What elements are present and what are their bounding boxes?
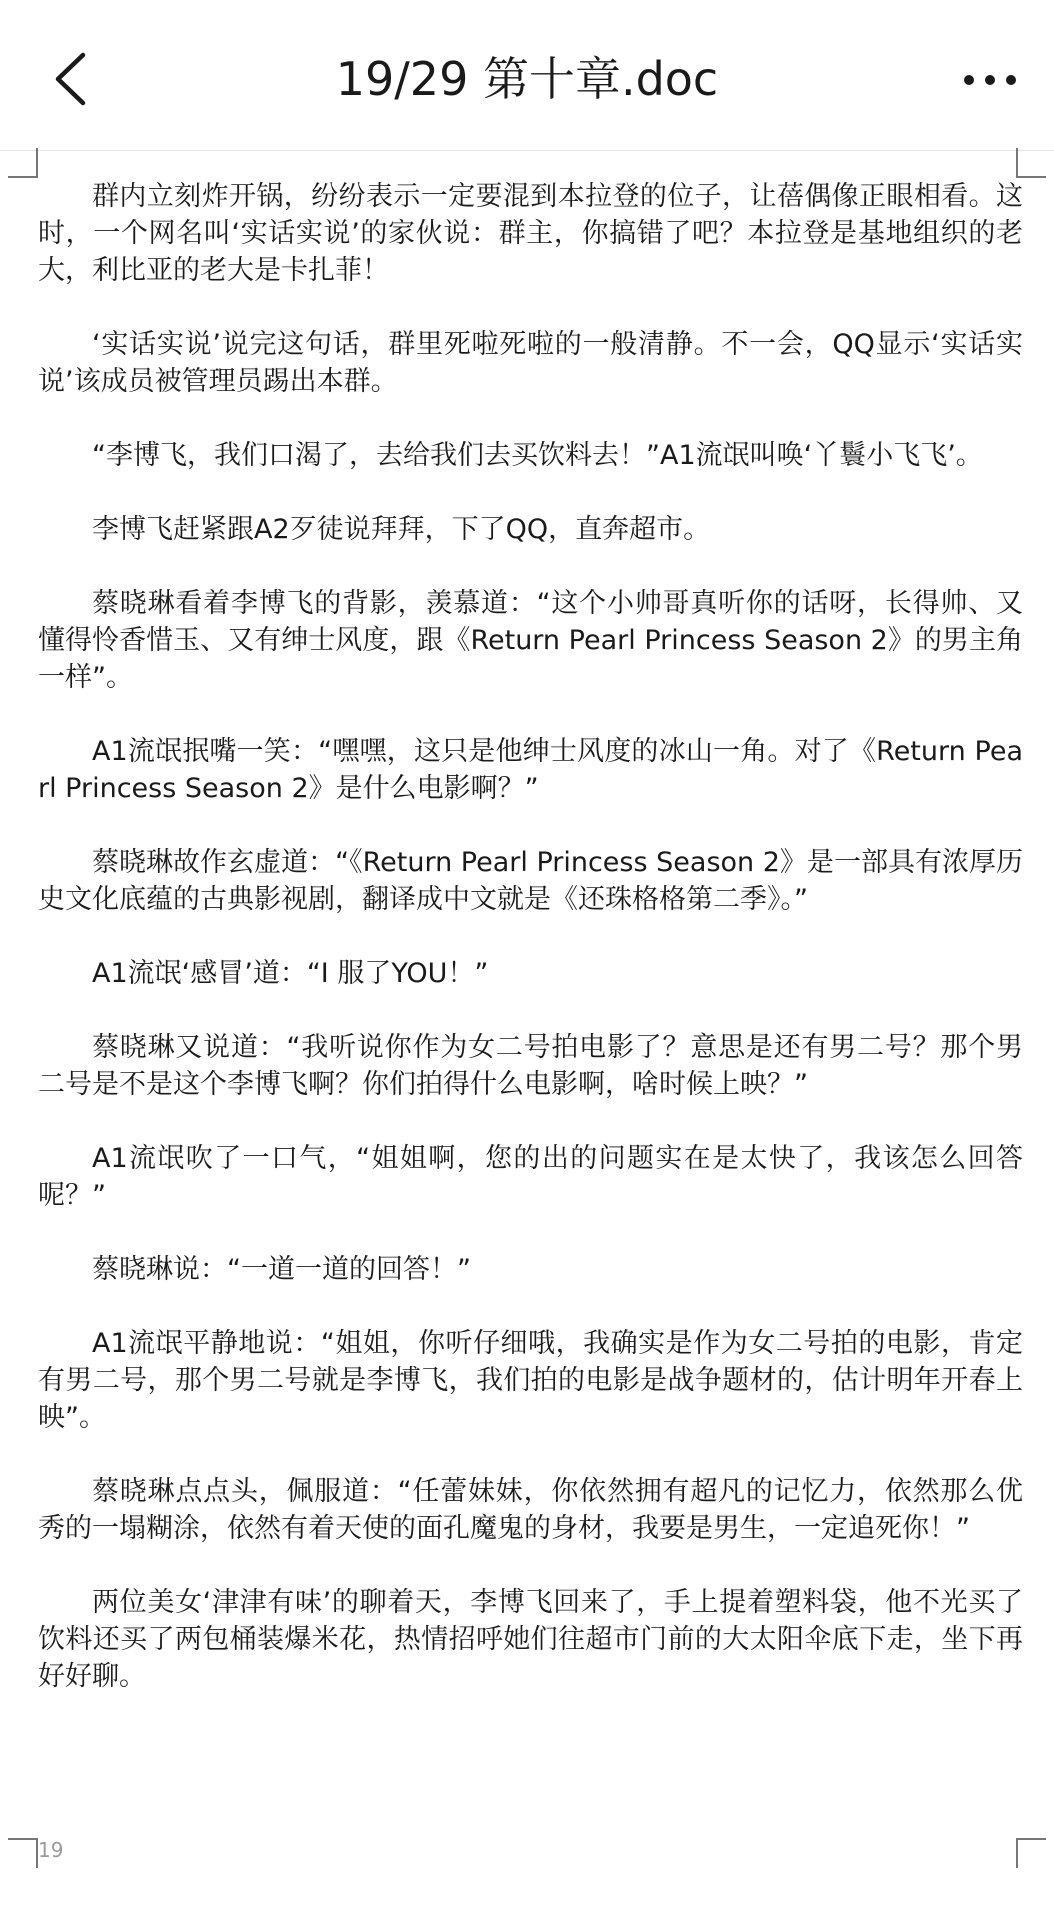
- page-corner-mark: [1016, 148, 1046, 178]
- document-body: [38, 178, 1023, 1732]
- paragraph: 群内立刻炸开锅，纷纷表示一定要混到本拉登的位子，让蓓偶像正眼相看。这时，一个网名叫‘实话实说’的家伙说：群主，你搞错了吧？本拉登是基地组织的老大，利比亚的老大是卡扎菲！: [38, 181, 1023, 286]
- paragraph: ‘实话实说’说完这句话，群里死啦死啦的一般清静。不一会，QQ显示‘实话实说’该成员被管理员踢出本群。: [38, 329, 1023, 397]
- paragraph: A1流氓吹了一口气，“姐姐啊，您的出的问题实在是太快了，我该怎么回答呢？”: [38, 1143, 1023, 1211]
- paragraph: 蔡晓琳又说道：“我听说你作为女二号拍电影了？意思是还有男二号？那个男二号是不是这个李博飞啊？你们拍得什么电影啊，啥时候上映？”: [38, 1032, 1023, 1100]
- back-button[interactable]: [40, 44, 100, 114]
- paragraph: 蔡晓琳故作玄虚道：“《Return Pearl Princess Season 2》是一部具有浓厚历史文化底蕴的古典影视剧，翻译成中文就是《还珠格格第二季》。”: [38, 847, 1023, 915]
- top-bar: [0, 0, 1054, 151]
- document-title: 19/29 第十章.doc: [335, 52, 719, 106]
- chevron-left-icon: [53, 52, 87, 106]
- paragraph: 两位美女‘津津有味’的聊着天，李博飞回来了，手上提着塑料袋，他不光买了饮料还买了两包桶装爆米花，热情招呼她们往超市门前的大太阳伞底下走，坐下再好好聊。: [38, 1587, 1023, 1692]
- paragraph: A1流氓‘感冒’道：“I 服了YOU！”: [92, 958, 489, 989]
- ellipsis-horizontal-icon: [962, 73, 1018, 87]
- more-options-button[interactable]: [950, 50, 1030, 110]
- page-corner-mark: [8, 148, 38, 178]
- page-corner-mark: [1016, 1838, 1046, 1868]
- paragraph: A1流氓平静地说：“姐姐，你听仔细哦，我确实是作为女二号拍的电影，肯定有男二号，那个男二号就是李博飞，我们拍的电影是战争题材的，估计明年开春上映”。: [38, 1328, 1023, 1433]
- paragraph: 蔡晓琳点点头，佩服道：“任蕾妹妹，你依然拥有超凡的记忆力，依然那么优秀的一塌糊涂，依然有着天使的面孔魔鬼的身材，我要是男生，一定追死你！”: [38, 1476, 1023, 1544]
- paragraph: 李博飞赶紧跟A2歹徒说拜拜，下了QQ，直奔超市。: [92, 514, 711, 545]
- paragraph: “李博飞，我们口渴了，去给我们去买饮料去！”A1流氓叫唤‘丫鬟小飞飞’。: [92, 440, 983, 471]
- paragraph: A1流氓抿嘴一笑：“嘿嘿，这只是他绅士风度的冰山一角。对了《Return Pearl Princess Season 2》是什么电影啊？”: [38, 736, 1023, 804]
- page-number: 19: [38, 1838, 64, 1862]
- paragraph: 蔡晓琳说：“一道一道的回答！”: [92, 1254, 471, 1285]
- page-corner-mark: [8, 1838, 38, 1868]
- paragraph: 蔡晓琳看着李博飞的背影，羡慕道：“这个小帅哥真听你的话呀，长得帅、又懂得怜香惜玉、又有绅士风度，跟《Return Pearl Princess Season 2》的男主角一样”。: [38, 588, 1023, 693]
